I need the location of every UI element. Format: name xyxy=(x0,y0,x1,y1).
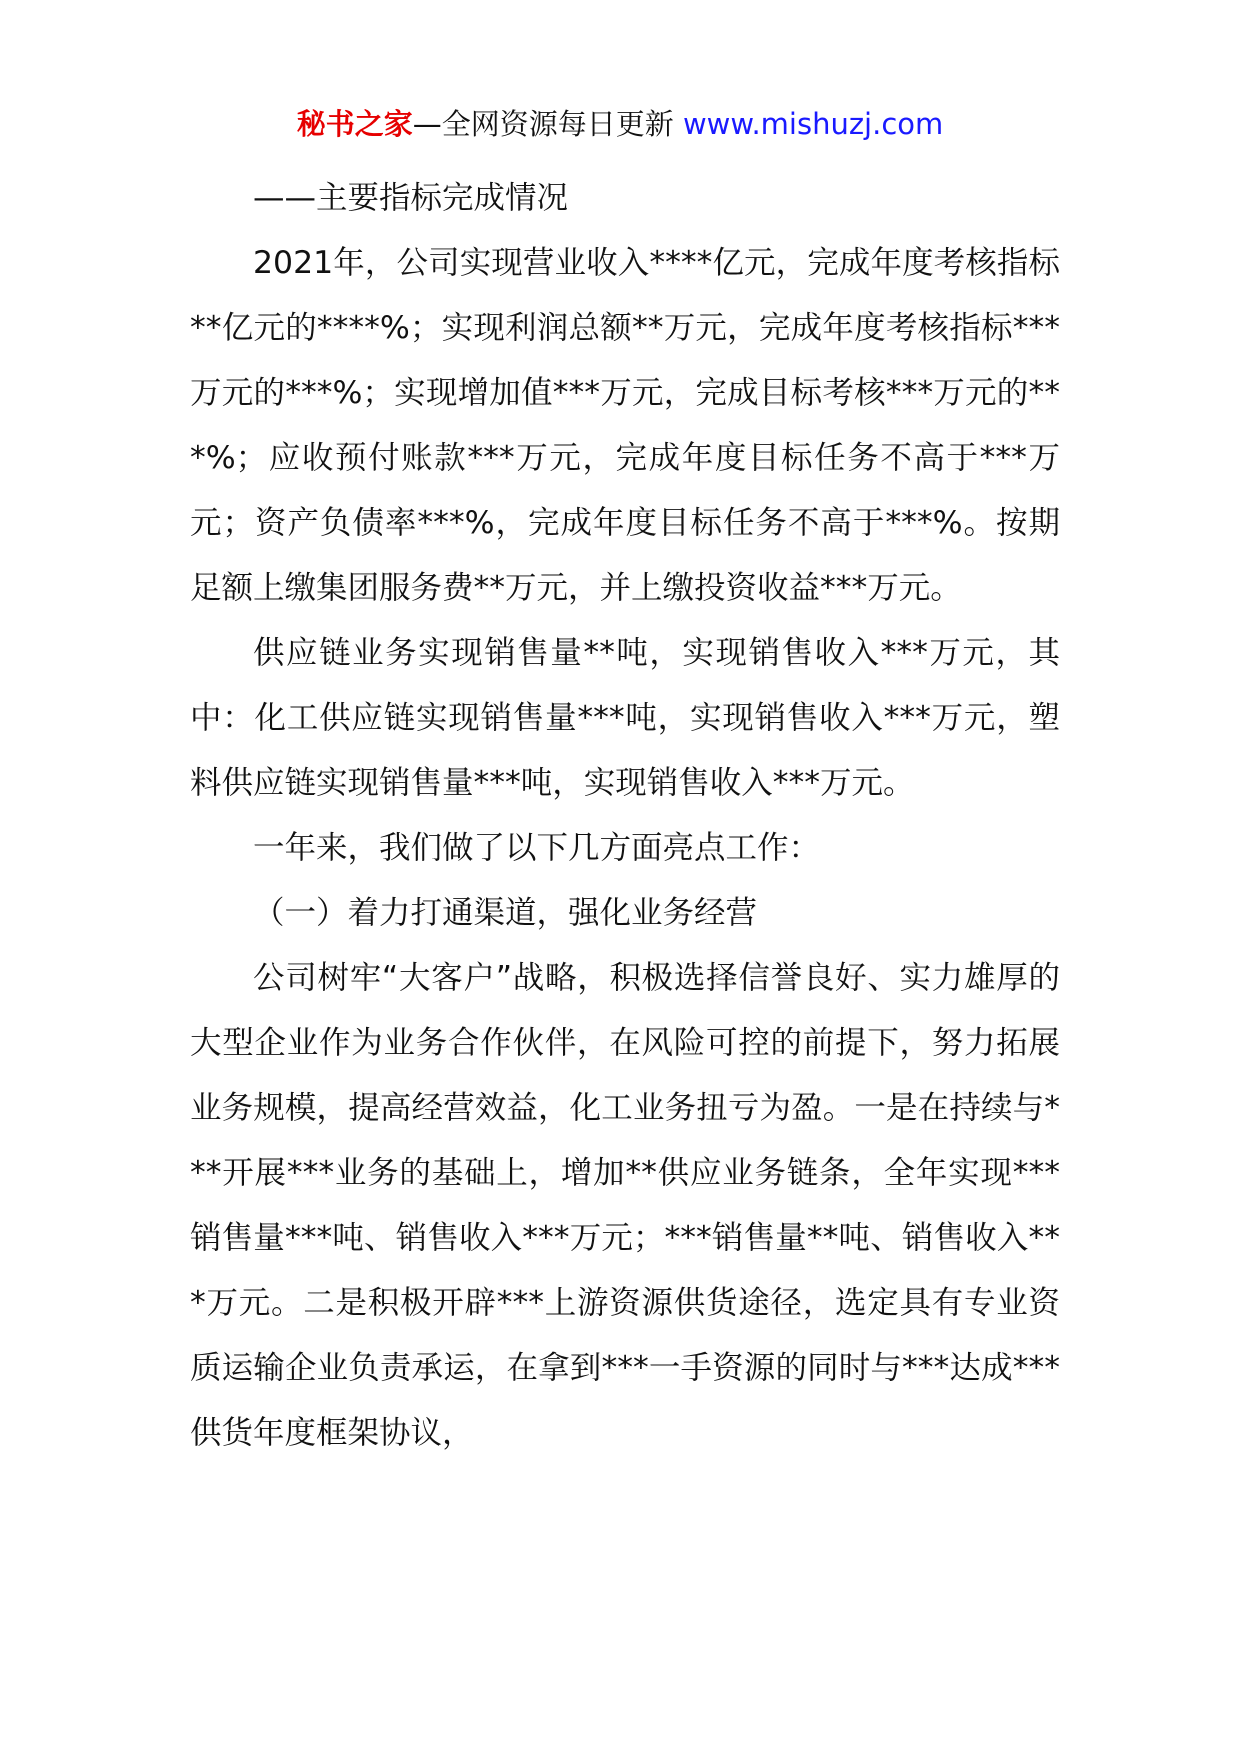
section-heading-main-indicators: ——主要指标完成情况 xyxy=(253,180,569,216)
paragraph-big-customer-strategy: 公司树牢“大客户”战略，积极选择信誉良好、实力雄厚的大型企业作为业务合作伙伴，在风险可控的前提下，努力拓展业务规模，提高经营效益，化工业务扭亏为盈。一是在持续与***开展***业务的基础上，增加**供应业务链条，全年实现***销售量***吨、销售收入***万元；***销售量**吨、销售收入***万元。二是积极开辟***上游资源供货途径，选定具有专业资质运输企业负责承运，在拿到***一手资源的同时与***达成***供货年度框架协议， xyxy=(190,960,1060,1451)
website-link[interactable]: www.mishuzj.com xyxy=(682,107,944,141)
page-header xyxy=(0,104,1240,144)
brand-name: 秘书之家 xyxy=(296,107,413,141)
paragraph-supply-chain: 供应链业务实现销售量**吨，实现销售收入***万元，其中：化工供应链实现销售量***吨，实现销售收入***万元，塑料供应链实现销售量***吨，实现销售收入***万元。 xyxy=(190,635,1060,801)
header-slogan: —全网资源每日更新 xyxy=(412,107,674,141)
section-heading-channels: （一）着力打通渠道，强化业务经营 xyxy=(253,895,758,931)
paragraph-highlights-intro: 一年来，我们做了以下几方面亮点工作： xyxy=(253,830,821,866)
document-body xyxy=(190,166,1060,1466)
paragraph-2021-results: 2021年，公司实现营业收入****亿元，完成年度考核指标**亿元的****%；实现利润总额**万元，完成年度考核指标***万元的***%；实现增加值***万元，完成目标考核***万元的***%；应收预付账款***万元，完成年度目标任务不高于***万元；资产负债率***%，完成年度目标任务不高于***%。按期足额上缴集团服务费**万元，并上缴投资收益***万元。 xyxy=(190,245,1060,606)
